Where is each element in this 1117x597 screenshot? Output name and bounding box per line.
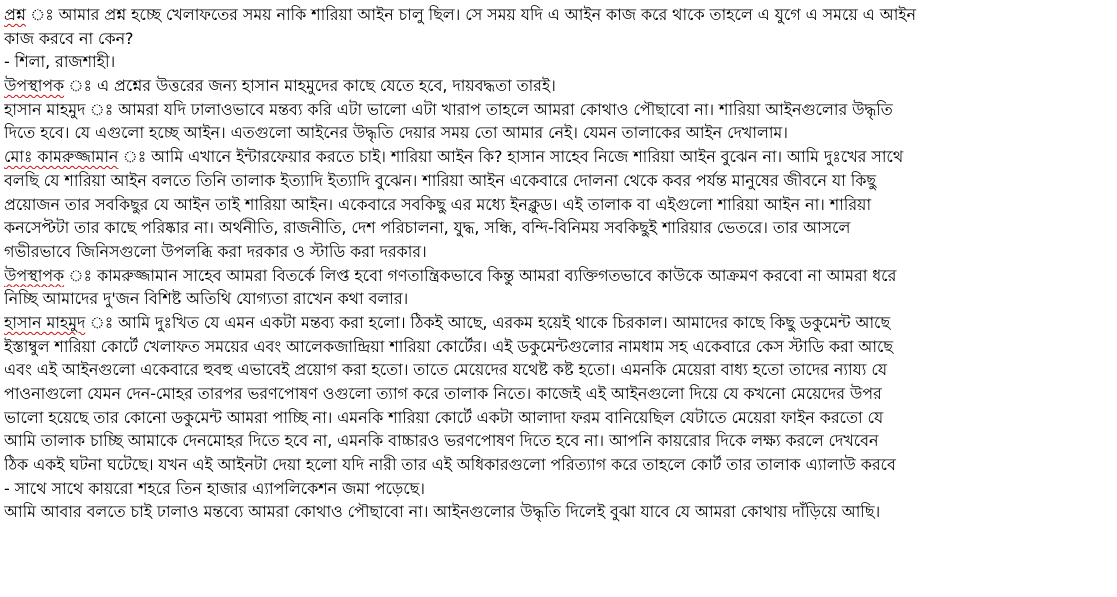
line-text: ঃ এ প্রশ্নের উত্তরের জন্য হাসান মাহমুদের কাছে যেতে হবে, দায়বদ্ধতা তারই।: [64, 76, 556, 96]
transcript-line: [4, 453, 1113, 477]
transcript-line: [4, 3, 1113, 27]
transcript-line: [4, 335, 1113, 359]
transcript-line: [4, 216, 1113, 240]
speaker-label: প্রশ্ন: [4, 5, 26, 24]
line-text: ঃ কামরুজ্জামান সাহেব আমরা বিতর্কে লিপ্ত হবো গণতান্ত্রিকভাবে কিন্তু আমরা ব্যক্তিগতভাবে কাউকে আক্রমণ করবো না আমরা ধরে: [64, 265, 897, 285]
line-text: গভীরভাবে জিনিসগুলো উপলব্ধি করা দরকার ও স্টাডি করা দরকার।: [4, 241, 427, 261]
line-text: প্রয়োজন তার সবকিছুর যে আইন তাই শারিয়া আইন। একেবারে সবকিছু এর মধ্যে ইনক্লুড। এই তালাক বা এইগুলো শারিয়া আইন না। শারিয়া: [4, 194, 871, 214]
line-text: ইস্তাম্বুল শারিয়া কোর্টে খেলাফত সময়ের এবং আলেকজান্দ্রিয়া শারিয়া কোর্টের। এই ডকুমেন্টগুলোর নামধাম সহ একেবারে কেস স্টাডি করা আছে: [4, 336, 893, 356]
transcript-line: [4, 382, 1113, 406]
line-text: - শিলা, রাজশাহী।: [4, 52, 116, 72]
transcript-line: [4, 74, 1113, 98]
transcript-line: [4, 121, 1113, 145]
line-text: এবং এই আইনগুলো একেবারে হুবহু এভাবেই প্রয়োগ করা হতো। তাতে মেয়েদের যথেষ্ট কষ্ট হতো। এমনকি মেয়েরা বাধ্য হতো তাদের ন্যায্য যে: [4, 360, 887, 380]
transcript-line: [4, 429, 1113, 453]
transcript-line: [4, 145, 1113, 169]
transcript-line: [4, 311, 1113, 335]
line-text: ঃ আমি দুঃখিত যে এমন একটা মন্তব্য করা হলো। ঠিকই আছে, এরকম হয়েই থাকে চিরকাল। আমাদের কাছে কিছু ডকুমেন্ট আছে: [85, 312, 891, 332]
line-text: নিচ্ছি আমাদের দু'জন বিশিষ্ট অতিথি যোগ্যতা রাখেন কথা বলার।: [4, 289, 409, 309]
line-text: হাসান মাহমুদ ঃ আমরা যদি ঢালাওভাবে মন্তব্য করি এটা ভালো এটা খারাপ তাহলে আমরা কোথাও পৌছাবো না। শারিয়া আইনগুলোর উদ্ধৃতি: [4, 99, 893, 119]
transcript-line: [4, 477, 1113, 501]
line-text: ঠিক একই ঘটনা ঘটেছে। যখন এই আইনটা দেয়া হলো যদি নারী তার এই অধিকারগুলো পরিত্যাগ করে তাহলে কোর্ট তার তালাক এ্যালাউ করবে: [4, 455, 896, 475]
transcript-line: [4, 50, 1113, 74]
line-text: পাওনাগুলো যেমন দেন-মোহর তারপর ভরণপোষণ ওগুলো ত্যাগ করে তালাক নিতে। কাজেই এই আইনগুলো দিয়ে যে কখনো মেয়েদের উপর: [4, 384, 882, 403]
transcript-line: [4, 358, 1113, 382]
speaker-label: মোঃ কামরুজ্জামান: [4, 147, 119, 167]
speaker-label: উপস্থাপক: [4, 76, 65, 96]
line-text: দিতে হবে। যে এগুলো হচ্ছে আইন। এতগুলো আইনের উদ্ধৃতি দেয়ার সময় তো আমার নেই। যেমন তালাকের আইন দেখালাম।: [4, 123, 788, 143]
transcript-line: [4, 169, 1113, 193]
speaker-label: হাসান মাহমুদ: [4, 312, 86, 332]
line-text: আমি তালাক চাচ্ছি আমাকে দেনমোহর দিতে হবে না, এমনকি বাচ্চারও ভরণপোষণ দিতে হবে না। আপনি কায়রোর দিকে লক্ষ্য করলে দেখবেন: [4, 431, 879, 451]
transcript-line: [4, 27, 1113, 51]
line-text: কনসেপ্টটা তার কাছে পরিষ্কার না। অর্থনীতি, রাজনীতি, দেশ পরিচালনা, যুদ্ধ, সন্ধি, বন্দি-বিনিময় সবকিছুই শারিয়ার ভেতরে। তার আসলে: [4, 218, 851, 238]
transcript-line: [4, 287, 1113, 311]
line-text: - সাথে সাথে কায়রো শহরে তিন হাজার এ্যাপলিকেশন জমা পড়েছে।: [4, 478, 425, 498]
line-text: কাজ করবে না কেন?: [4, 28, 134, 48]
transcript-line: [4, 98, 1113, 122]
line-text: ঃ আমি এখানে ইন্টারফেয়ার করতে চাই। শারিয়া আইন কি? হাসান সাহেব নিজে শারিয়া আইন বুঝেন না। আমি দুঃখের সাথে: [118, 147, 904, 167]
transcript-line: [4, 406, 1113, 430]
line-text: ভালো হয়েছে তার কোনো ডকুমেন্ট আমরা পাচ্ছি না। এমনকি শারিয়া কোর্টে একটা আলাদা ফরম বানিয়েছিল যেটাতে মেয়েরা ফাইন করতো যে: [4, 407, 884, 427]
line-text: ঃ আমার প্রশ্ন হচ্ছে খেলাফতের সময় নাকি শারিয়া আইন চালু ছিল। সে সময় যদি এ আইন কাজ করে থাকে তাহলে এ যুগে এ সময়ে এ আইন: [25, 5, 916, 24]
transcript-line: [4, 500, 1113, 524]
transcript-line: [4, 264, 1113, 288]
transcript-line: [4, 240, 1113, 264]
transcript-line: [4, 193, 1113, 217]
line-text: বলছি যে শারিয়া আইন বলতে তিনি তালাক ইত্যাদি ইত্যাদি বুঝেন। শারিয়া আইন একেবারে দোলনা থেকে কবর পর্যন্ত মানুষের জীবনে যা কিছু: [4, 170, 876, 190]
speaker-label: উপস্থাপক: [4, 265, 65, 285]
line-text: আমি আবার বলতে চাই ঢালাও মন্তব্যে আমরা কোথাও পৌছাবো না। আইনগুলোর উদ্ধৃতি দিলেই বুঝা যাবে যে আমরা কোথায় দাঁড়িয়ে আছি।: [4, 502, 881, 522]
